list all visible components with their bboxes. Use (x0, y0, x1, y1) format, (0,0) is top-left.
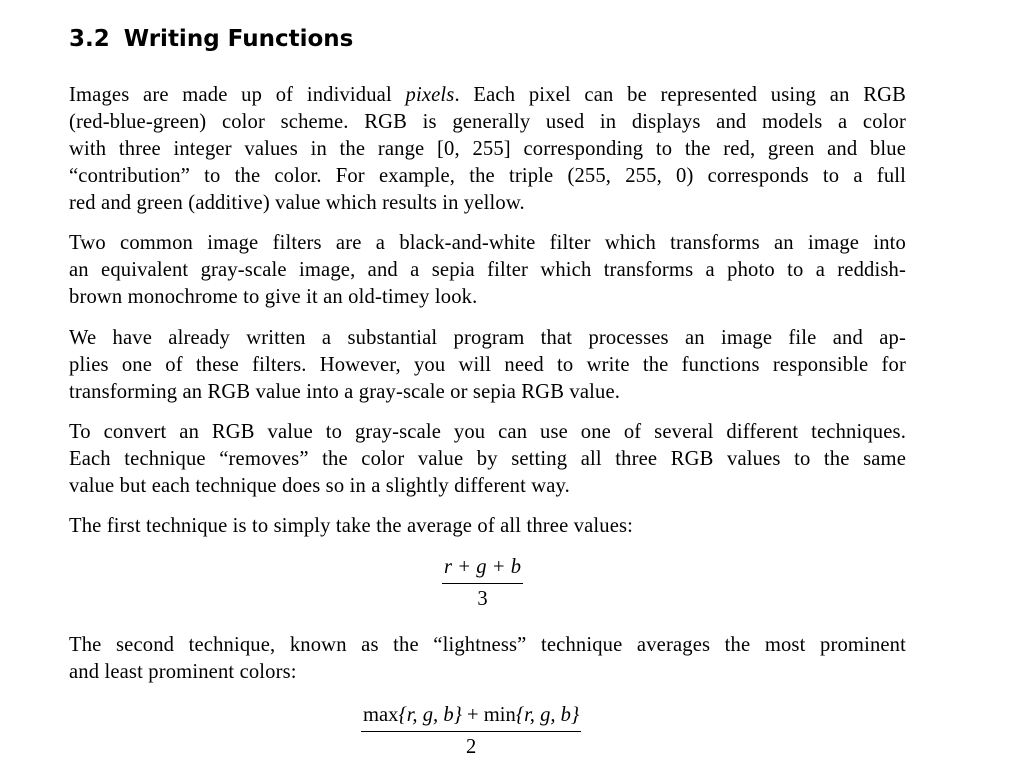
paragraph-line: Two common image filters are a black-and-white filter which transforms an image into (69, 232, 906, 254)
equation-denominator: 2 (465, 736, 477, 758)
section-heading (69, 24, 353, 54)
text-span: “contribution” to the color. For example, the triple (69, 165, 568, 187)
paragraph-line (69, 136, 906, 163)
equation-numerator (361, 703, 581, 732)
paragraph-line: and least prominent colors: (69, 661, 297, 683)
math-triple: (255, 255, 0) (567, 165, 694, 187)
section-number: 3.2 (69, 26, 110, 52)
text-span: with three integer values in the range (69, 138, 438, 160)
paragraph-line: Each technique “removes” the color value by setting all three RGB values to the same (69, 448, 906, 470)
section-title: Writing Functions (123, 26, 354, 52)
text-span: corresponds to a full (693, 165, 907, 187)
text-span: Images are made up of individual (69, 84, 406, 106)
paragraph-second-technique (69, 632, 906, 686)
plus-operator: + (461, 704, 484, 726)
paragraph-first-technique (69, 513, 906, 540)
paragraph-grayscale (69, 419, 906, 500)
paragraph-line: value but each technique does so in a slightly different way. (69, 475, 570, 497)
paragraph-line: red and green (additive) value which results in yellow. (69, 192, 525, 214)
lightness-equation (361, 703, 581, 758)
text-span: . Each pixel can be represented using an RGB (454, 84, 906, 106)
paragraph-program (69, 325, 906, 406)
paragraph-filters (69, 230, 906, 311)
paragraph-line: (red-blue-green) color scheme. RGB is generally used in displays and models a color (69, 111, 906, 133)
paragraph-line: We have already written a substantial program that processes an image file and ap- (69, 327, 906, 349)
equation-denominator: 3 (477, 588, 488, 610)
average-equation (442, 555, 523, 610)
paragraph-line (69, 82, 906, 109)
math-range: [0, 255] (437, 138, 511, 160)
max-operator: max (363, 704, 399, 726)
paragraph-line: To convert an RGB value to gray-scale you can use one of several different techniques. (69, 421, 906, 443)
paragraph-line: The second technique, known as the “lightness” technique averages the most prominent (69, 634, 906, 656)
max-arguments: {r, g, b} (398, 704, 462, 726)
paragraph-line: brown monochrome to give it an old-timey look. (69, 286, 478, 308)
paragraph-line: The first technique is to simply take the average of all three values: (69, 515, 634, 537)
text-span: corresponding to the red, green and blue (510, 138, 906, 160)
paragraph-line (69, 163, 906, 190)
paragraph-line: transforming an RGB value into a gray-scale or sepia RGB value. (69, 381, 621, 403)
paragraph-line: plies one of these filters. However, you will need to write the functions responsible for (69, 354, 906, 376)
min-operator: min (483, 704, 516, 726)
emphasis-pixels: pixels (405, 84, 455, 106)
equation-numerator: r + g + b (442, 555, 523, 584)
paragraph-line: an equivalent gray-scale image, and a sepia filter which transforms a photo to a reddish- (69, 259, 906, 281)
min-arguments: {r, g, b} (515, 704, 580, 726)
paragraph-pixels (69, 82, 906, 217)
